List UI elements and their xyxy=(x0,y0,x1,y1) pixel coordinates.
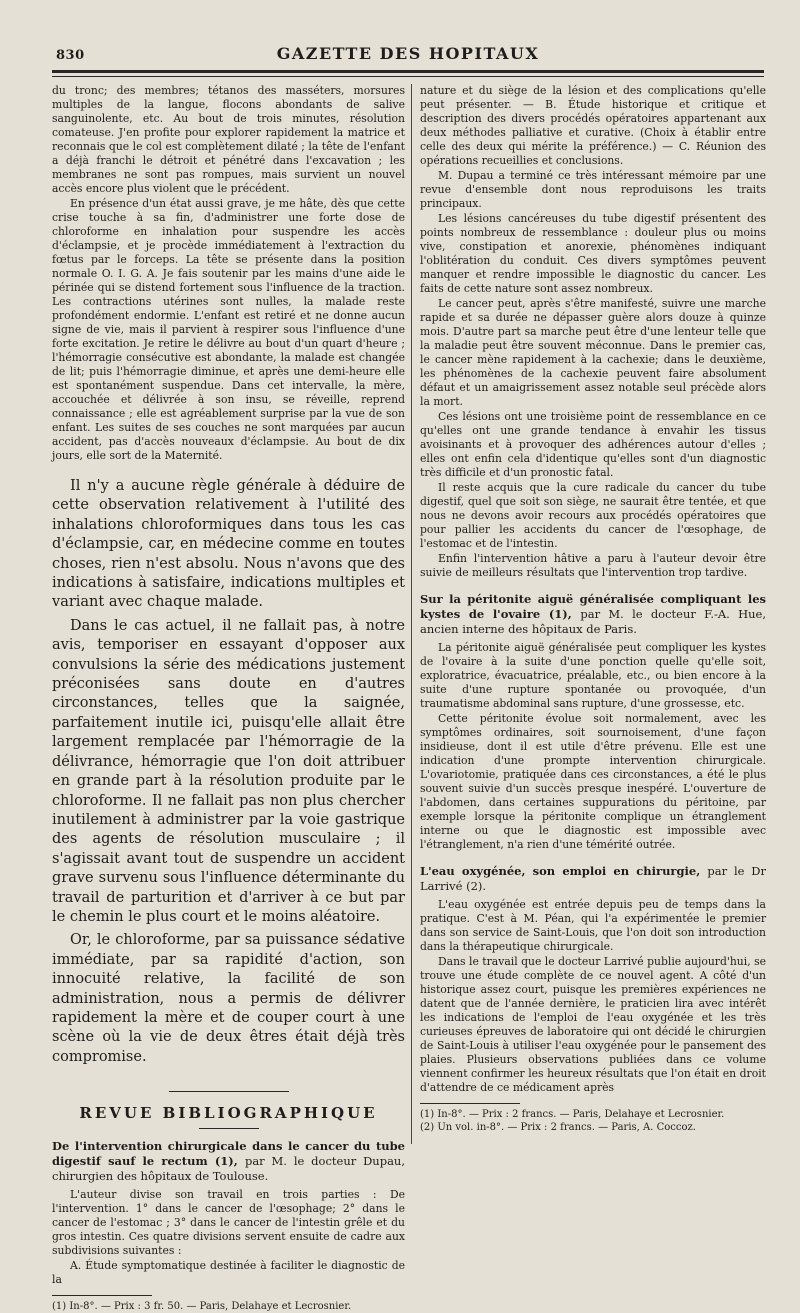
article-title-text: Sur la péritonite aiguë généralisée compliquant les kystes de l'ovaire (1), xyxy=(420,592,766,621)
column-divider xyxy=(411,84,412,1144)
case-report xyxy=(52,84,405,463)
review-paragraph: Ces lésions ont une troisième point de ressemblance en ce qu'elles ont une grande tendance à envahir les tissus avoisinants et à provoquer des adhérences autour d'elles ; elles ont enfin cela d'identique qu'elles sont d'un diagnostic très difficile et d'un pronostic fatal. xyxy=(420,410,766,479)
article-title-peritonite xyxy=(420,592,766,637)
left-column xyxy=(52,84,405,1313)
review-paragraph: Enfin l'intervention hâtive a paru à l'auteur devoir être suivie de meilleurs résultats que l'intervention trop tardive. xyxy=(420,552,766,579)
article-paragraph: Cette péritonite évolue soit normalement, avec les symptômes ordinaires, soit sournoisement, d'une façon insidieuse, dont il est utile d'être prévenu. Elle est une indication d'une prompte intervention chirurgicale. L'ovariotomie, pratiquée dans ces circonstances, a été le plus souvent suivie d'un succès presque inespéré. L'ouverture de l'abdomen, dans certaines suppurations du péritoine, par exemple lorsque la péritonite complique un étranglement interne ou que le diagnostic est impossible avec l'étranglement, n'a rien d'une témérité outrée. xyxy=(420,712,766,851)
footnote: (1) In-8°. — Prix : 3 fr. 50. — Paris, Delahaye et Lecrosnier. xyxy=(52,1301,352,1313)
article-paragraph: L'eau oxygénée est entrée depuis peu de temps dans la pratique. C'est à M. Péan, qui l'a expérimentée le premier dans son service de Saint-Louis, que l'on doit son introduction dans la thérapeutique chirurgicale. xyxy=(420,898,766,953)
case-paragraph: du tronc; des membres; tétanos des masséters, morsures multiples de la langue, flocons abondants de salive sanguinolente, etc. Au bout de trois minutes, résolution comateuse. J'en profite pour explorer rapidement la matrice et reconnais que le col est complètement dilaté ; la tête de l'enfant a déjà franchi le détroit et pénétré dans l'excavation ; les membranes ne sont pas rompues, mais survient un nouvel accès encore plus violent que le précédent. xyxy=(52,84,405,195)
review-paragraph: Le cancer peut, après s'être manifesté, suivre une marche rapide et sa durée ne dépasser guère alors douze à quinze mois. D'autre part sa marche peut être d'une lenteur telle que la maladie peut être souvent méconnue. Dans le premier cas, le cancer mène rapidement à la cachexie; dans le deuxième, les phénomènes de la cachexie peuvent faire absolument défaut et un amaigrissement assez notable seul précède alors la mort. xyxy=(420,297,766,408)
commentary-paragraph: Dans le cas actuel, il ne fallait pas, à notre avis, temporiser en essayant d'opposer aux convulsions la série des médications justement préconisées sans doute en d'autres circonstances, telles que la saignée, parfaitement inutile ici, puisqu'elle allait être largement remplacée par l'hémorragie de la délivrance, hémorragie que l'on doit attribuer en grande part à la résolution produite par le chloroforme. Il ne fallait pas non plus chercher inutilement à administrer par la voie gastrique des agents de résolution musculaire ; il s'agissait avant tout de suspendre un accident grave survenu sous l'influence déterminante du travail de parturition et d'arriver à ce but par le chemin le plus court et le moins aléatoire. xyxy=(52,617,405,925)
review-paragraph: nature et du siège de la lésion et des complications qu'elle peut présenter. — B. Étude historique et critique et description des divers procédés opératoires appartenant aux deux méthodes palliative et curative. (Choix à établir entre celle des deux qui mérite la préférence.) — C. Réunion des opérations recueillies et conclusions. xyxy=(420,84,766,167)
article-author: par M. le docteur F.-A. Hue, ancien interne des hôpitaux de Paris. xyxy=(420,607,766,636)
article-title-text: L'eau oxygénée, son emploi en chirurgie, xyxy=(420,864,701,878)
article-author: par le Dr Larrivé (2). xyxy=(420,864,766,893)
review-continued xyxy=(420,84,766,580)
review-paragraph: A. Étude symptomatique destinée à faciliter le diagnostic de la xyxy=(52,1259,405,1287)
review-paragraph: Les lésions cancéreuses du tube digestif présentent des points nombreux de ressemblance : douleur plus ou moins vive, constipation et anorexie, phénomènes indiquant l'oblitération du conduit. Ces divers symptômes peuvent manquer et rendre impossible le diagnostic du cancer. Les faits de cette nature sont assez nombreux. xyxy=(420,212,766,295)
footnote: (2) Un vol. in-8°. — Prix : 2 francs. — Paris, A. Coccoz. xyxy=(420,1122,696,1133)
article-paragraph: La péritonite aiguë généralisée peut compliquer les kystes de l'ovaire à la suite d'une ponction quelle qu'elle soit, exploratrice, évacuatrice, préalable, etc., ou bien encore à la suite d'une rupture spontanée ou provoquée, d'un traumatisme abdominal sans rupture, d'une grossesse, etc. xyxy=(420,641,766,710)
page-number: 830 xyxy=(56,48,85,63)
article-title-eau-oxygenee xyxy=(420,864,766,894)
heading-rule xyxy=(169,1091,289,1092)
footnote-rule xyxy=(420,1103,520,1104)
review-article-title xyxy=(52,1139,405,1184)
commentary-paragraph: Il n'y a aucune règle générale à déduire de cette observation relativement à l'utilité des inhalations chloroformiques dans tous les cas d'éclampsie, car, en médecine comme en toutes choses, rien n'est absolu. Nous n'avons que des indications à satisfaire, indications multiples et variant avec chaque malade. xyxy=(52,478,405,611)
review-body xyxy=(52,1188,405,1287)
header-rule-thin xyxy=(52,76,764,77)
header-rule-thick xyxy=(52,70,764,73)
footnote: (1) In-8°. — Prix : 2 francs. — Paris, Delahaye et Lecrosnier. xyxy=(420,1109,725,1120)
right-column xyxy=(420,84,766,1133)
commentary-paragraph: Or, le chloroforme, par sa puissance sédative immédiate, par sa rapidité d'action, son innocuité relative, la facilité de son administration, nous a permis de délivrer rapidement la mère et de couper court à une scène où la vie de deux êtres était déjà très compromise. xyxy=(52,932,405,1065)
article-body-peritonite xyxy=(420,641,766,852)
review-section-heading xyxy=(52,1091,405,1129)
review-paragraph: L'auteur divise son travail en trois parties : De l'intervention. 1° dans le cancer de l'œsophage; 2° dans le cancer de l'estomac ; 3° dans le cancer de l'intestin grêle et du gros intestin. Ces quatre divisions servent ensuite de cadre aux subdivisions suivantes : xyxy=(52,1188,405,1258)
article-author: par M. le docteur Dupau, chirurgien des hôpitaux de Toulouse. xyxy=(52,1154,405,1184)
article-body-eau-oxygenee xyxy=(420,898,766,1095)
article-title-text: De l'intervention chirurgicale dans le cancer du tube digestif sauf le rectum (1), xyxy=(52,1139,405,1169)
footnote-rule xyxy=(52,1295,152,1296)
running-title: GAZETTE DES HOPITAUX xyxy=(276,44,540,63)
review-paragraph: M. Dupau a terminé ce très intéressant mémoire par une revue d'ensemble dont nous reproduisons les traits principaux. xyxy=(420,169,766,210)
article-paragraph: Dans le travail que le docteur Larrivé publie aujourd'hui, se trouve une étude complète de ce nouvel agent. A côté d'un historique assez court, puisque les premières expériences ne datent que de l'année dernière, le praticien lira avec intérêt les indications de l'emploi de l'eau oxygénée et les très curieuses épreuves de laboratoire qui ont décidé le chirurgien de Saint-Louis à utiliser l'eau oxygénée pour le pansement des plaies. Plusieurs observations publiées dans ce volume viennent confirmer les heureux résultats que l'on était en droit d'attendre de ce médicament après xyxy=(420,955,766,1094)
case-paragraph: En présence d'un état aussi grave, je me hâte, dès que cette crise touche à sa fin, d'administrer une forte dose de chloroforme en inhalation pour suspendre les accès d'éclampsie, et je procède immédiatement à l'extraction du fœtus par le forceps. La tête se présente dans la position normale O. I. G. A. Je fais soutenir par les mains d'une aide le périnée qui se distend fortement sous l'influence de la traction. Les contractions utérines sont nulles, la malade reste profondément endormie. L'enfant est retiré et ne donne aucun signe de vie, mais il parvient à respirer sous l'influence d'une forte excitation. Je retire le délivre au bout d'un quart d'heure ; l'hémorragie consécutive est abondante, la malade est changée de lit; puis l'hémorragie diminue, et après une demi-heure elle est spontanément suspendue. Dans cet intervalle, la mère, accouchée et délivrée à son insu, se réveille, reprend connaissance ; elle est agréablement surprise par la vue de son enfant. Les suites de ses couches ne sont marquées par aucun accident, pas d'accès nouveaux d'éclampsie. Au bout de dix jours, elle sort de la Maternité. xyxy=(52,197,405,462)
review-paragraph: Il reste acquis que la cure radicale du cancer du tube digestif, quel que soit son siège, ne saurait être tentée, et que nous ne devons avoir recours aux procédés opératoires que pour pallier les accidents du cancer de l'œsophage, de l'estomac et de l'intestin. xyxy=(420,481,766,550)
commentary xyxy=(52,477,405,1067)
review-heading-text: REVUE BIBLIOGRAPHIQUE xyxy=(79,1104,378,1123)
heading-rule xyxy=(199,1128,259,1129)
page-header xyxy=(52,42,764,64)
